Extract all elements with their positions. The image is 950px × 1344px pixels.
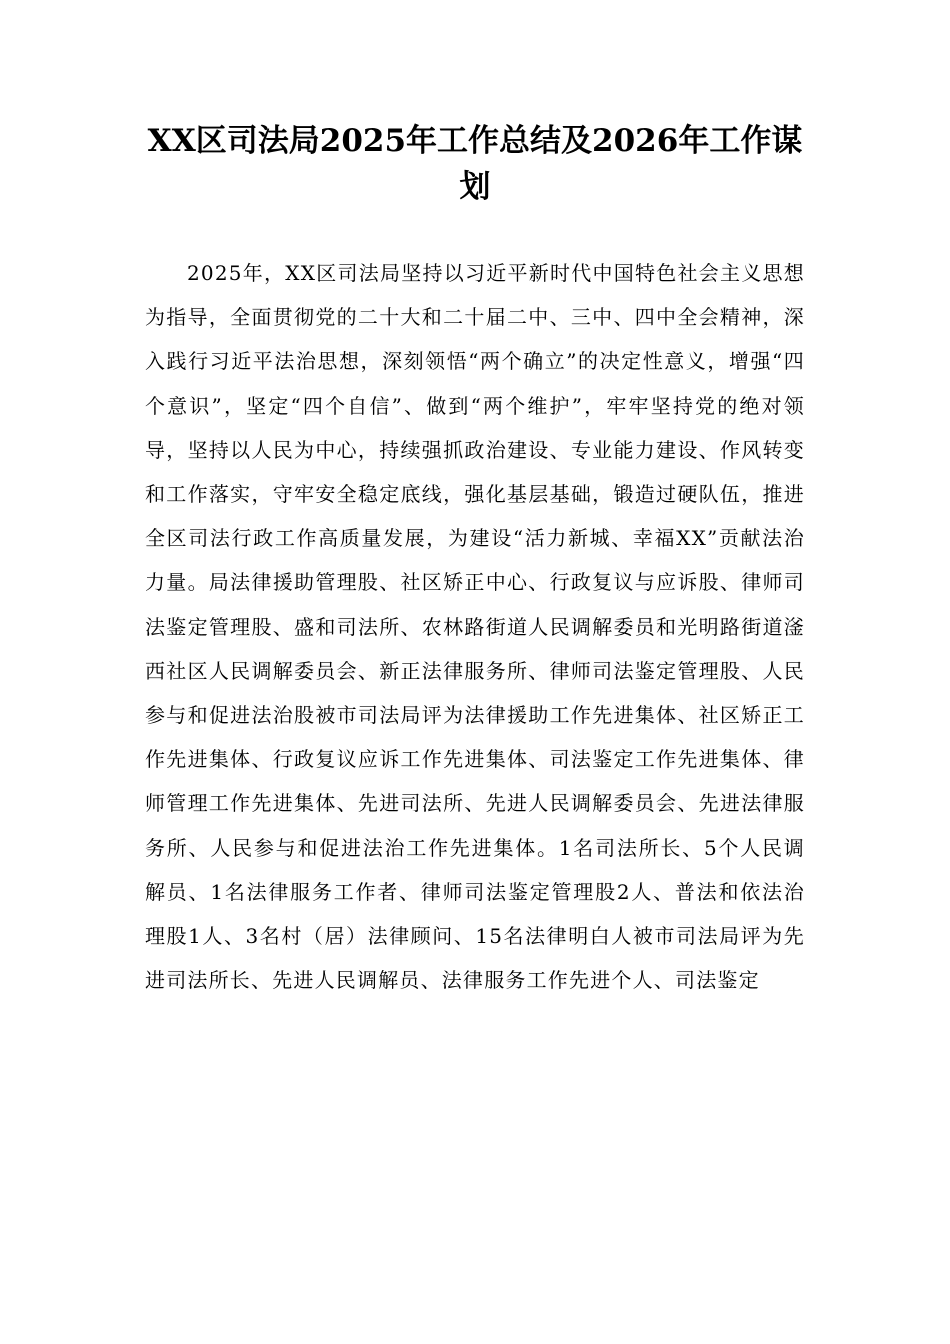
body-paragraph: 2025年，XX区司法局坚持以习近平新时代中国特色社会主义思想为指导，全面贯彻党的二十大和二十届二中、三中、四中全会精神，深入践行习近平法治思想，深刻领悟“两个确立”的决定性意义，增强“四个意识”，坚定“四个自信”、做到“两个维护”，牢牢坚持党的绝对领导，坚持以人民为中心，持续强抓政治建设、专业能力建设、作风转变和工作落实，守牢安全稳定底线，强化基层基础，锻造过硬队伍，推进全区司法行政工作高质量发展，为建设“活力新城、幸福XX”贡献法治力量。局法律援助管理股、社区矫正中心、行政复议与应诉股、律师司法鉴定管理股、盛和司法所、农林路街道人民调解委员和光明路街道滏西社区人民调解委员会、新正法律服务所、律师司法鉴定管理股、人民参与和促进法治股被市司法局评为法律援助工作先进集体、社区矫正工作先进集体、行政复议应诉工作先进集体、司法鉴定工作先进集体、律师管理工作先进集体、先进司法所、先进人民调解委员会、先进法律服务所、人民参与和促进法治工作先进集体。1名司法所长、5个人民调解员、1名法律服务工作者、律师司法鉴定管理股2人、普法和依法治理股1人、3名村（居）法律顾问、15名法律明白人被市司法局评为先进司法所长、先进人民调解员、法律服务工作先进个人、司法鉴定: [145, 261, 805, 993]
document-title: XX区司法局2025年工作总结及2026年工作谋划: [147, 123, 803, 205]
